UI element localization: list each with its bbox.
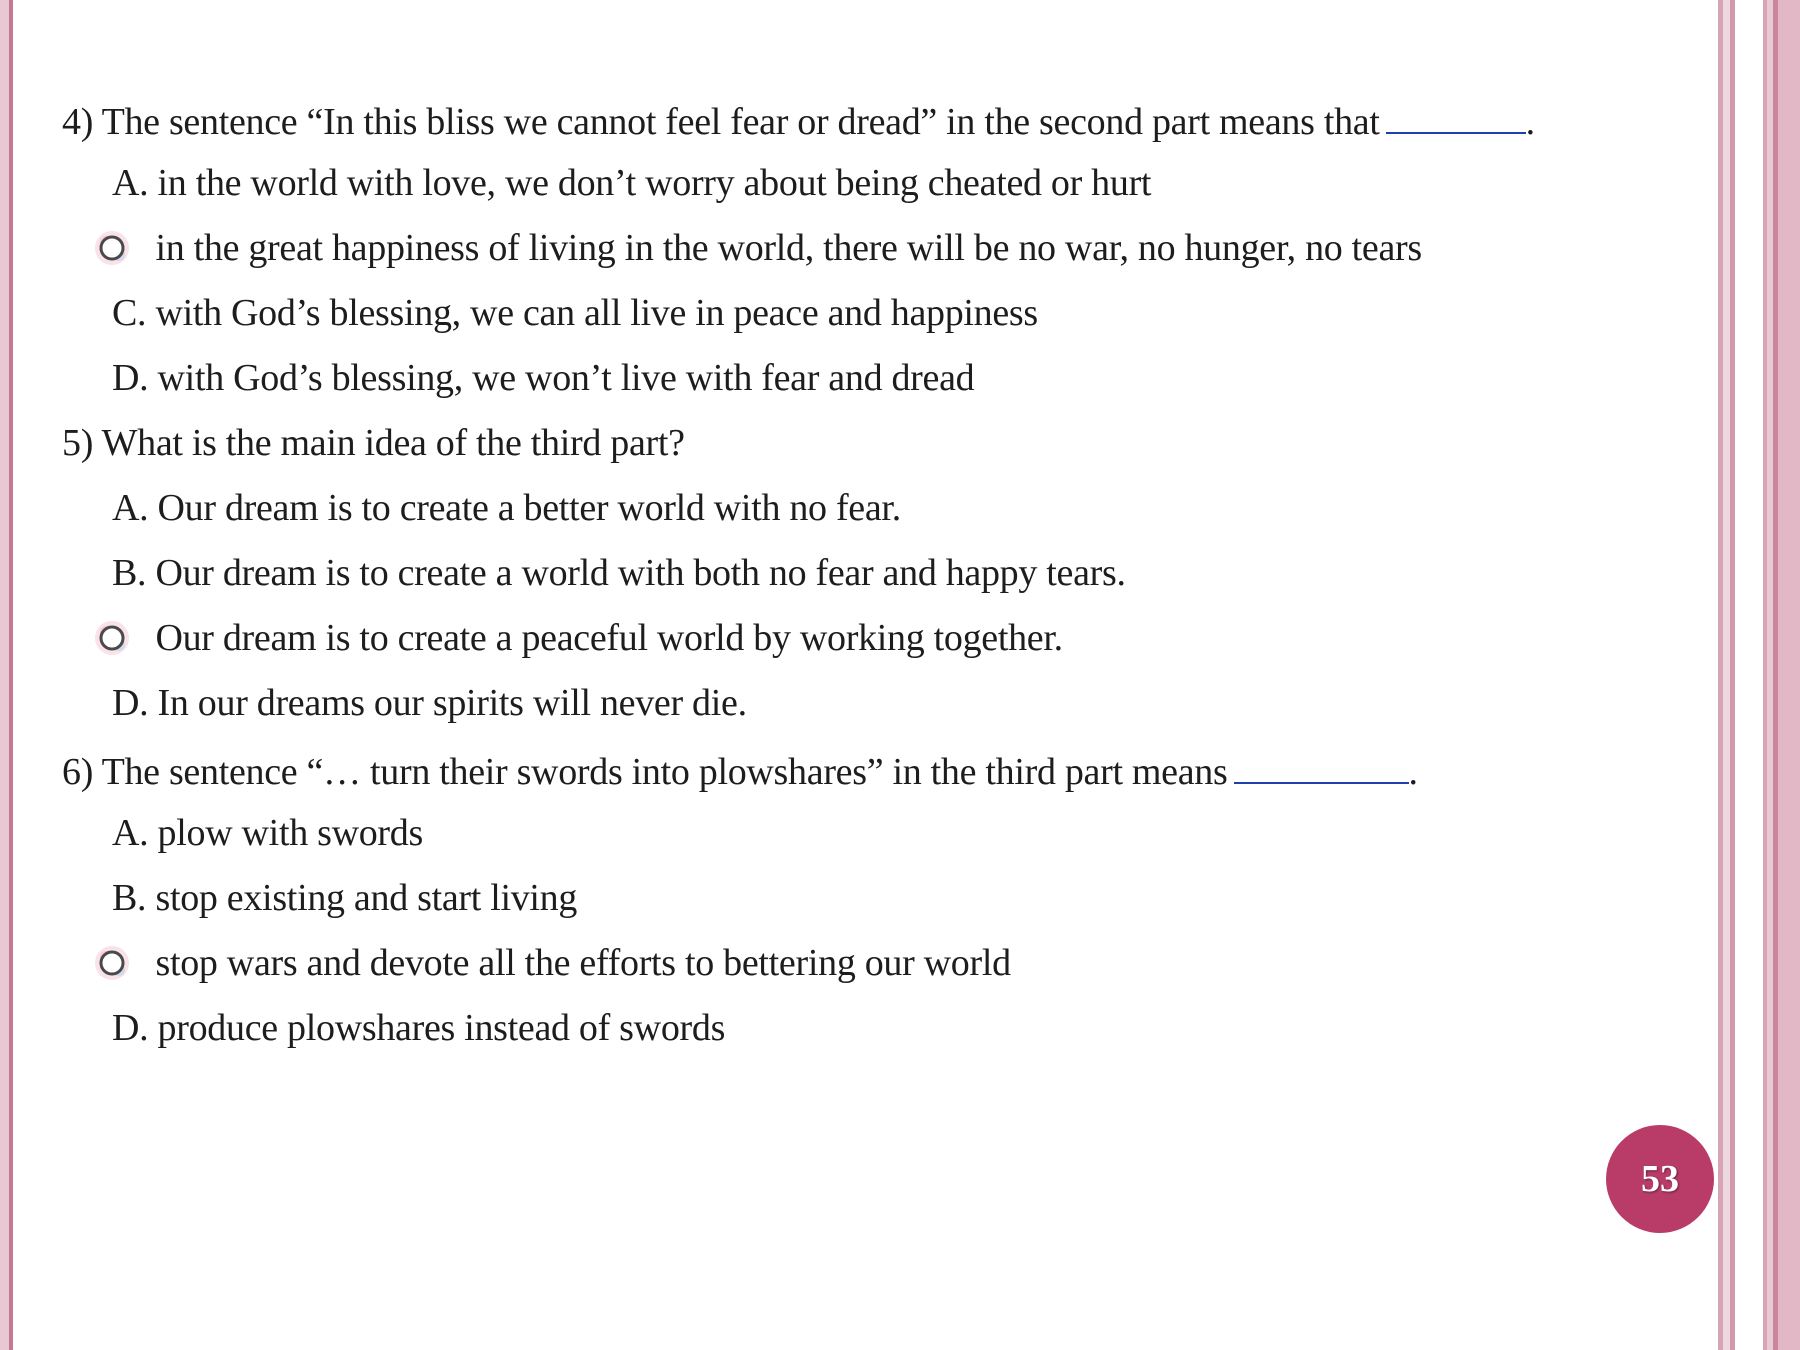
option-text: plow with swords <box>148 812 423 854</box>
option-letter: B. <box>112 877 147 919</box>
q6-option-a <box>62 803 1672 868</box>
question-4-stem: 4) The sentence “In this bliss we cannot feel fear or dread” in the second part means that <box>62 101 1380 143</box>
q4-option-a <box>62 153 1672 218</box>
slide-content <box>62 88 1672 1063</box>
option-letter: D. <box>112 357 149 399</box>
option-text: in the world with love, we don’t worry about being cheated or hurt <box>148 162 1152 204</box>
q6-option-b <box>62 868 1672 933</box>
q4-option-d <box>62 348 1672 413</box>
q5-option-d <box>62 673 1672 738</box>
question-5-stem: 5) What is the main idea of the third part? <box>62 422 685 464</box>
q4-option-b <box>62 218 1672 283</box>
option-letter: A. <box>112 162 149 204</box>
option-letter: A. <box>112 812 149 854</box>
option-text: stop wars and devote all the efforts to bettering our world <box>146 942 1011 984</box>
option-letter: D. <box>112 1007 149 1049</box>
option-text: stop existing and start living <box>146 877 578 919</box>
option-text: with God’s blessing, we can all live in peace and happiness <box>146 292 1038 334</box>
page-number: 53 <box>1641 1158 1679 1200</box>
option-text: Our dream is to create a better world with no fear. <box>148 487 901 529</box>
option-text: with God’s blessing, we won’t live with fear and dread <box>148 357 975 399</box>
option-letter <box>112 617 146 659</box>
question-4 <box>62 88 1672 153</box>
option-text: in the great happiness of living in the world, there will be no war, no hunger, no tears <box>146 227 1422 269</box>
option-letter: C. <box>112 292 147 334</box>
q5-option-a <box>62 478 1672 543</box>
option-text: Our dream is to create a peaceful world by working together. <box>146 617 1063 659</box>
option-letter <box>112 942 146 984</box>
q6-option-c <box>62 933 1672 998</box>
option-letter: A. <box>112 487 149 529</box>
option-letter: B. <box>112 552 147 594</box>
option-text: produce plowshares instead of swords <box>148 1007 726 1049</box>
q4-option-c <box>62 283 1672 348</box>
option-text: Our dream is to create a world with both no fear and happy tears. <box>146 552 1126 594</box>
page-number-badge <box>1606 1125 1714 1233</box>
q6-option-d <box>62 998 1672 1063</box>
question-4-period: . <box>1525 101 1535 143</box>
option-text: In our dreams our spirits will never die. <box>148 682 747 724</box>
question-6-stem: 6) The sentence “… turn their swords into plowshares” in the third part means <box>62 751 1228 793</box>
left-border-decoration <box>0 0 20 1350</box>
q5-option-c <box>62 608 1672 673</box>
q5-option-b <box>62 543 1672 608</box>
option-letter: D. <box>112 682 149 724</box>
question-6-period: . <box>1408 751 1418 793</box>
right-border-decoration <box>1718 0 1800 1350</box>
answer-blank <box>1386 88 1526 134</box>
option-letter <box>112 227 146 269</box>
question-6 <box>62 738 1672 803</box>
question-5 <box>62 413 1672 478</box>
answer-blank <box>1234 738 1409 784</box>
